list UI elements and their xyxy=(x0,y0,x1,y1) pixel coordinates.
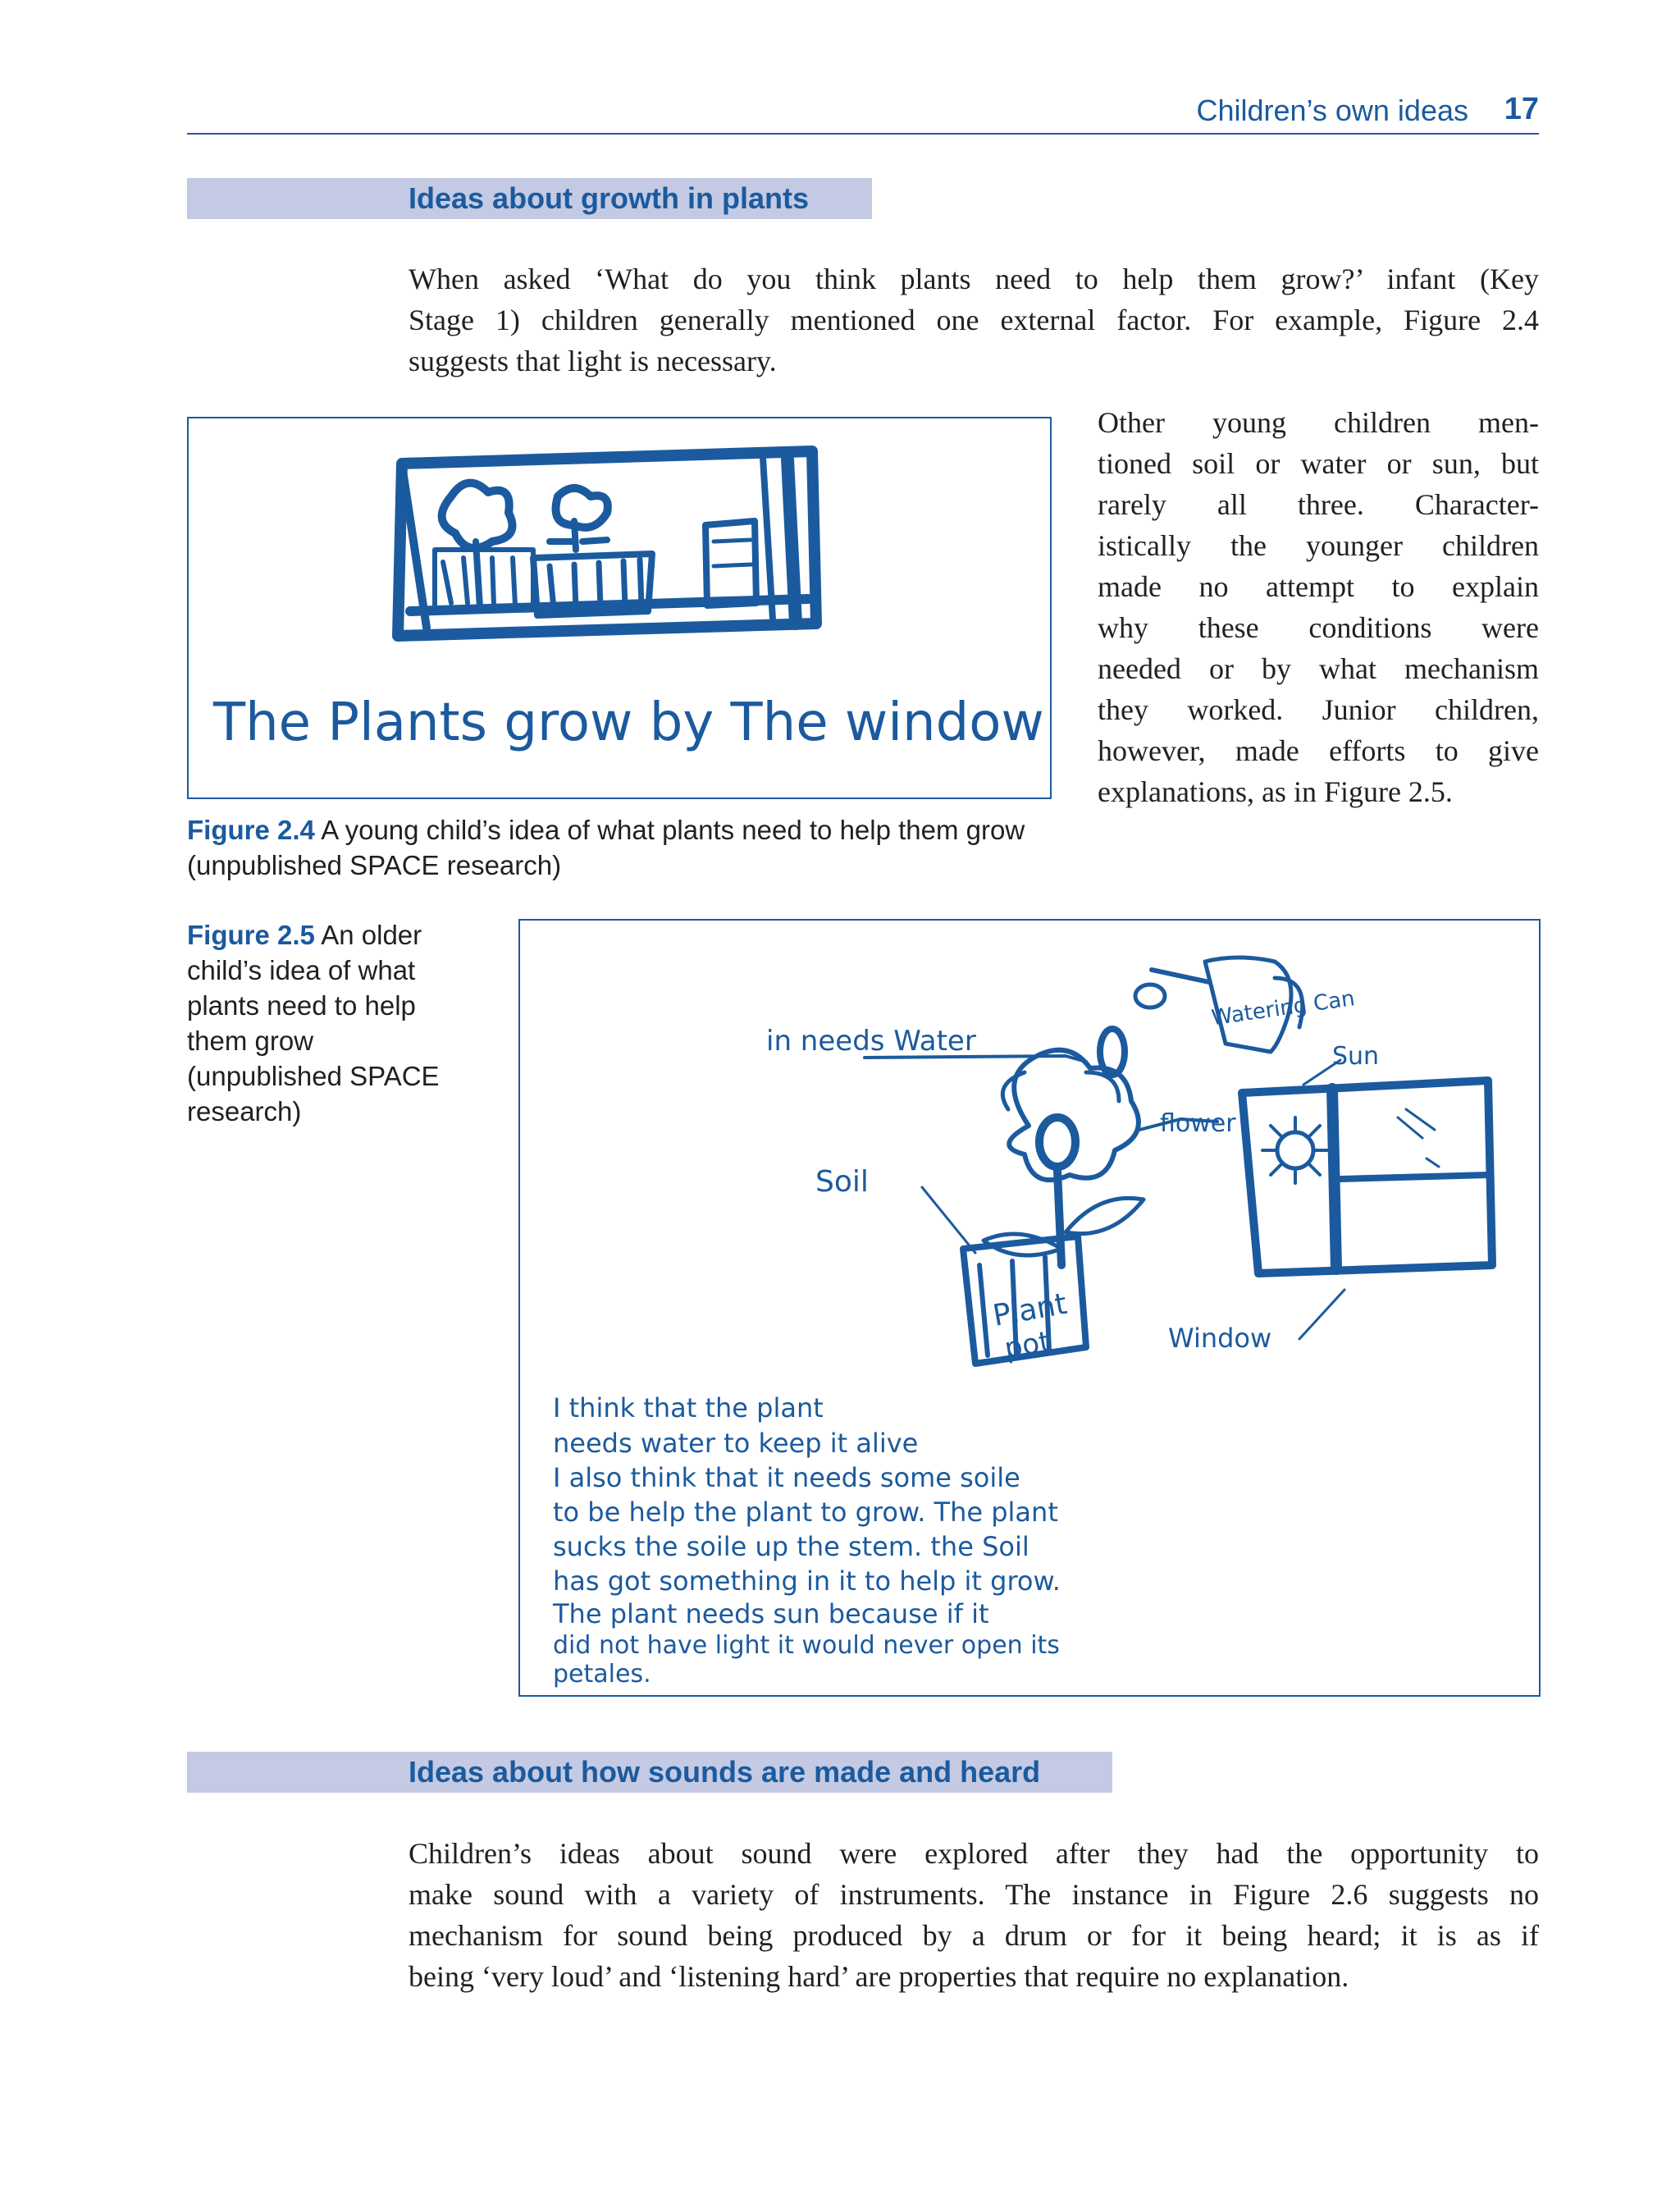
handwriting-line: did not have light it would never open its xyxy=(553,1631,1060,1660)
handwriting-line: I think that the plant xyxy=(553,1392,824,1424)
text-line: When asked ‘What do you think plants need to help them grow?’ infant (Key xyxy=(409,263,1539,295)
text-line: suggests that light is necessary. xyxy=(409,345,777,377)
text-line: Stage 1) children generally mentioned one external factor. For example, Figure 2.4 xyxy=(409,304,1539,336)
text-line: why these conditions were xyxy=(1098,611,1539,644)
handwriting-line: sucks the soile up the stem. the Soil xyxy=(553,1531,1029,1562)
handwriting-line: The plant needs sun because if it xyxy=(553,1598,989,1629)
running-head-title: Children’s own ideas xyxy=(1196,94,1468,127)
plant-needs-drawing xyxy=(520,921,1539,1695)
svg-text:pot: pot xyxy=(1002,1325,1053,1366)
page-number: 17 xyxy=(1504,92,1539,126)
side-paragraph xyxy=(1098,402,1539,812)
drawing-caption-text: The Plants grow by The window xyxy=(213,692,1044,753)
handwritten-explanation xyxy=(552,1392,1061,1689)
figure-label: Figure 2.4 xyxy=(187,815,315,845)
sound-paragraph xyxy=(409,1833,1539,1997)
text-line: needed or by what mechanism xyxy=(1098,652,1539,685)
sun-label: Sun xyxy=(1332,1042,1380,1071)
intro-paragraph xyxy=(409,258,1539,382)
window-label: Window xyxy=(1168,1323,1272,1354)
handwriting-line: to be help the plant to grow. The plant xyxy=(553,1497,1058,1528)
text-line: they worked. Junior children, xyxy=(1098,693,1539,726)
section-heading: Ideas about growth in plants xyxy=(409,181,810,215)
svg-text:Plant: Plant xyxy=(990,1286,1070,1333)
handwriting-line: needs water to keep it alive xyxy=(553,1428,919,1459)
section-heading-bar xyxy=(187,1752,1112,1793)
handwriting-line: I also think that it needs some soile xyxy=(553,1462,1020,1493)
section-heading: Ideas about how sounds are made and heard xyxy=(409,1755,1041,1789)
text-line: rarely all three. Character- xyxy=(1098,488,1539,521)
figure-2-5-caption xyxy=(187,917,466,1129)
figure-2-4-caption xyxy=(187,812,1057,883)
figure-2-4-drawing xyxy=(187,417,1052,799)
flower-label: flower xyxy=(1160,1109,1236,1138)
text-line: made no attempt to explain xyxy=(1098,570,1539,603)
text-line: tioned soil or water or sun, but xyxy=(1098,447,1539,480)
window-plants-drawing xyxy=(189,418,1050,797)
figure-labels xyxy=(766,986,1379,1354)
section-heading-bar xyxy=(187,178,872,219)
running-header xyxy=(187,92,1539,135)
handwriting-line: has got something in it to help it grow. xyxy=(553,1565,1061,1597)
caption-text: An older child’s idea of what plants need to help them grow (unpublished SPACE research) xyxy=(187,920,440,1126)
text-line: explanations, as in Figure 2.5. xyxy=(1098,775,1453,808)
text-line: however, made efforts to give xyxy=(1098,734,1539,767)
text-line: istically the younger children xyxy=(1098,529,1539,562)
soil-label: Soil xyxy=(815,1165,869,1199)
text-line: make sound with a variety of instruments. The instance in Figure 2.6 suggests no xyxy=(409,1878,1539,1911)
text-line: mechanism for sound being produced by a drum or for it being heard; it is as if xyxy=(409,1919,1539,1952)
text-line: Children’s ideas about sound were explored after they had the opportunity to xyxy=(409,1837,1539,1870)
caption-text: A young child’s idea of what plants need to help them grow (unpublished SPACE research) xyxy=(187,815,1025,880)
figure-label: Figure 2.5 xyxy=(187,920,315,950)
figure-2-5-drawing xyxy=(518,919,1541,1697)
handwriting-line: petales. xyxy=(553,1660,651,1689)
text-line: Other young children men- xyxy=(1098,406,1539,439)
water-label: in needs Water xyxy=(766,1025,976,1058)
text-line: being ‘very loud’ and ‘listening hard’ are properties that require no explanation. xyxy=(409,1960,1349,1993)
can-label: Watering Can xyxy=(1210,986,1357,1031)
